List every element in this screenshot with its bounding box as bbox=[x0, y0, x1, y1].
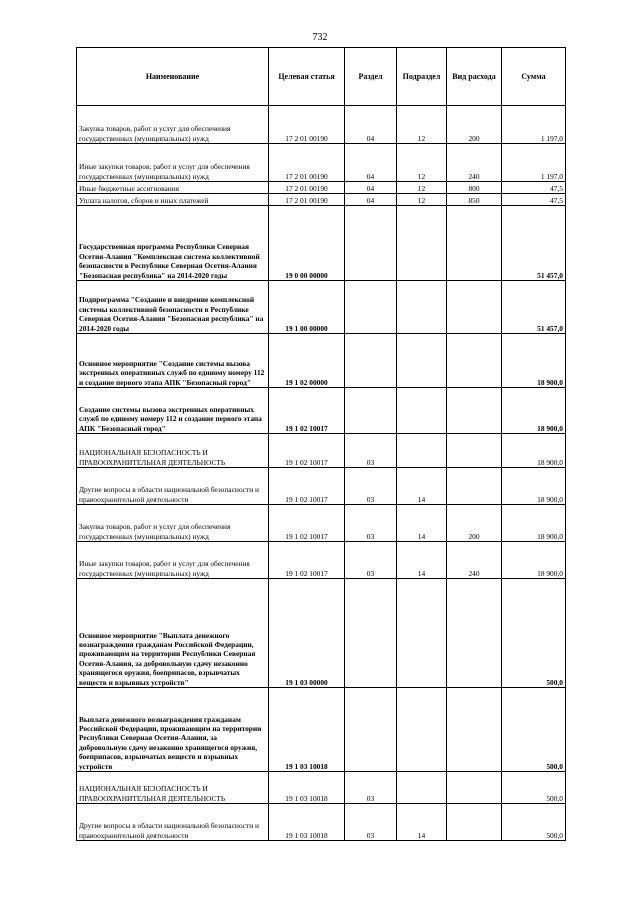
row-target: 19 1 02 10017 bbox=[269, 468, 345, 505]
table-row bbox=[77, 505, 566, 542]
row-name: Основное мероприятие "Создание системы вызова экстренных оперативных служб по единому номеру 112 и создание первого этапа АПК "Безопасный город" bbox=[77, 334, 269, 388]
row-name: Государственная программа Республики Северная Осетия-Алания "Комплексная система коллективной безопасности в Республике Северная Осетия-Алания "Безопасная республика" на 2014-2020 годы bbox=[77, 206, 269, 281]
row-section bbox=[345, 688, 397, 772]
row-name: Основное мероприятие "Выплата денежного вознаграждения гражданам Российской Федерации, проживающим на территории Республики Северная Осетия-Алания, за добровольную сдачу незаконно хранящегося оружия, боеприпасов, взрывчатых веществ и взрывных устройств" bbox=[77, 579, 269, 688]
table-header-row bbox=[77, 48, 566, 106]
row-target: 19 1 03 00000 bbox=[269, 579, 345, 688]
header-sum: Сумма bbox=[502, 48, 566, 106]
row-section bbox=[345, 579, 397, 688]
table-row bbox=[77, 434, 566, 468]
row-sum: 1 197,0 bbox=[502, 106, 566, 144]
table-row bbox=[77, 579, 566, 688]
table-row bbox=[77, 206, 566, 281]
row-subsection bbox=[397, 281, 447, 334]
row-name: Иные закупки товаров, работ и услуг для обеспечения государственных (муниципальных) нужд bbox=[77, 144, 269, 182]
row-section: 03 bbox=[345, 542, 397, 579]
row-name: Другие вопросы в области национальной безопасности и правоохранительной деятельности bbox=[77, 468, 269, 505]
row-expense-type bbox=[447, 804, 502, 841]
table-row bbox=[77, 106, 566, 144]
table-row bbox=[77, 688, 566, 772]
table-row bbox=[77, 281, 566, 334]
row-sum: 51 457,0 bbox=[502, 281, 566, 334]
header-name: Наименование bbox=[77, 48, 269, 106]
row-target: 19 1 02 10017 bbox=[269, 505, 345, 542]
row-expense-type bbox=[447, 206, 502, 281]
table-row bbox=[77, 334, 566, 388]
row-expense-type bbox=[447, 281, 502, 334]
row-section: 03 bbox=[345, 505, 397, 542]
row-sum: 1 197,0 bbox=[502, 144, 566, 182]
row-section: 03 bbox=[345, 434, 397, 468]
row-section bbox=[345, 281, 397, 334]
header-expense-type: Вид расхода bbox=[447, 48, 502, 106]
row-subsection: 14 bbox=[397, 804, 447, 841]
row-section: 03 bbox=[345, 772, 397, 804]
row-expense-type bbox=[447, 434, 502, 468]
row-sum: 18 900,0 bbox=[502, 468, 566, 505]
row-expense-type bbox=[447, 334, 502, 388]
row-expense-type bbox=[447, 388, 502, 434]
row-expense-type: 800 bbox=[447, 182, 502, 194]
row-sum: 47,5 bbox=[502, 194, 566, 206]
row-subsection: 12 bbox=[397, 194, 447, 206]
row-name: Подпрограмма "Создание и внедрение комплексной системы коллективной безопасности в Республике Северная Осетия-Алания "Безопасная республика" на 2014-2020 годы bbox=[77, 281, 269, 334]
row-target: 17 2 01 00190 bbox=[269, 106, 345, 144]
row-sum: 18 900,0 bbox=[502, 434, 566, 468]
row-sum: 18 900,0 bbox=[502, 388, 566, 434]
table-row bbox=[77, 388, 566, 434]
row-subsection: 12 bbox=[397, 182, 447, 194]
table-row bbox=[77, 144, 566, 182]
row-section bbox=[345, 206, 397, 281]
row-subsection: 14 bbox=[397, 505, 447, 542]
row-target: 19 0 00 00000 bbox=[269, 206, 345, 281]
row-sum: 18 900,0 bbox=[502, 542, 566, 579]
row-target: 19 1 03 10018 bbox=[269, 804, 345, 841]
budget-table bbox=[76, 47, 566, 841]
row-target: 19 1 02 10017 bbox=[269, 434, 345, 468]
row-target: 19 1 03 10018 bbox=[269, 688, 345, 772]
table-row bbox=[77, 542, 566, 579]
row-sum: 500,0 bbox=[502, 688, 566, 772]
header-subsection: Подраздел bbox=[397, 48, 447, 106]
row-section: 03 bbox=[345, 468, 397, 505]
row-target: 17 2 01 00190 bbox=[269, 182, 345, 194]
row-target: 19 1 02 10017 bbox=[269, 542, 345, 579]
row-sum: 500,0 bbox=[502, 579, 566, 688]
row-name: Выплата денежного вознаграждения гражданам Российской Федерации, проживающим на территории Республики Северная Осетия-Алания, за добровольную сдачу незаконно хранящегося оружия, боеприпасов, взрывчатых веществ и взрывных устройств bbox=[77, 688, 269, 772]
row-subsection: 12 bbox=[397, 144, 447, 182]
row-name: Закупка товаров, работ и услуг для обеспечения государственных (муниципальных) нужд bbox=[77, 106, 269, 144]
row-section: 04 bbox=[345, 144, 397, 182]
row-target: 19 1 03 10018 bbox=[269, 772, 345, 804]
row-subsection bbox=[397, 388, 447, 434]
row-name: Иные закупки товаров, работ и услуг для обеспечения государственных (муниципальных) нужд bbox=[77, 542, 269, 579]
row-subsection bbox=[397, 206, 447, 281]
row-section: 04 bbox=[345, 194, 397, 206]
row-name: Уплата налогов, сборов и иных платежей bbox=[77, 194, 269, 206]
row-section: 03 bbox=[345, 804, 397, 841]
header-target: Целевая статья bbox=[269, 48, 345, 106]
table-row bbox=[77, 804, 566, 841]
row-sum: 51 457,0 bbox=[502, 206, 566, 281]
table-row bbox=[77, 182, 566, 194]
row-target: 17 2 01 00190 bbox=[269, 194, 345, 206]
row-target: 17 2 01 00190 bbox=[269, 144, 345, 182]
row-expense-type bbox=[447, 579, 502, 688]
row-name: Закупка товаров, работ и услуг для обеспечения государственных (муниципальных) нужд bbox=[77, 505, 269, 542]
page-number: 732 bbox=[312, 32, 328, 43]
row-expense-type: 850 bbox=[447, 194, 502, 206]
row-subsection bbox=[397, 579, 447, 688]
row-name: НАЦИОНАЛЬНАЯ БЕЗОПАСНОСТЬ И ПРАВООХРАНИТЕЛЬНАЯ ДЕЯТЕЛЬНОСТЬ bbox=[77, 434, 269, 468]
row-expense-type: 200 bbox=[447, 505, 502, 542]
row-sum: 47,5 bbox=[502, 182, 566, 194]
row-name: Создание системы вызова экстренных оперативных служб по единому номеру 112 и создание первого этапа АПК "Безопасный город" bbox=[77, 388, 269, 434]
table-row bbox=[77, 194, 566, 206]
row-section bbox=[345, 388, 397, 434]
row-expense-type bbox=[447, 688, 502, 772]
row-target: 19 1 02 10017 bbox=[269, 388, 345, 434]
row-subsection bbox=[397, 334, 447, 388]
row-expense-type: 240 bbox=[447, 144, 502, 182]
row-section: 04 bbox=[345, 182, 397, 194]
row-subsection bbox=[397, 772, 447, 804]
row-name: Другие вопросы в области национальной безопасности и правоохранительной деятельности bbox=[77, 804, 269, 841]
row-subsection: 14 bbox=[397, 542, 447, 579]
row-expense-type bbox=[447, 772, 502, 804]
row-sum: 500,0 bbox=[502, 772, 566, 804]
row-subsection bbox=[397, 434, 447, 468]
row-target: 19 1 00 00000 bbox=[269, 281, 345, 334]
row-name: НАЦИОНАЛЬНАЯ БЕЗОПАСНОСТЬ И ПРАВООХРАНИТЕЛЬНАЯ ДЕЯТЕЛЬНОСТЬ bbox=[77, 772, 269, 804]
row-section: 04 bbox=[345, 106, 397, 144]
table-row bbox=[77, 772, 566, 804]
row-expense-type bbox=[447, 468, 502, 505]
row-expense-type: 240 bbox=[447, 542, 502, 579]
row-subsection bbox=[397, 688, 447, 772]
header-section: Раздел bbox=[345, 48, 397, 106]
row-section bbox=[345, 334, 397, 388]
table-row bbox=[77, 468, 566, 505]
row-target: 19 1 02 00000 bbox=[269, 334, 345, 388]
row-sum: 18 900,0 bbox=[502, 505, 566, 542]
row-subsection: 12 bbox=[397, 106, 447, 144]
row-subsection: 14 bbox=[397, 468, 447, 505]
row-name: Иные бюджетные ассигнования bbox=[77, 182, 269, 194]
row-expense-type: 200 bbox=[447, 106, 502, 144]
row-sum: 500,0 bbox=[502, 804, 566, 841]
row-sum: 18 900,0 bbox=[502, 334, 566, 388]
